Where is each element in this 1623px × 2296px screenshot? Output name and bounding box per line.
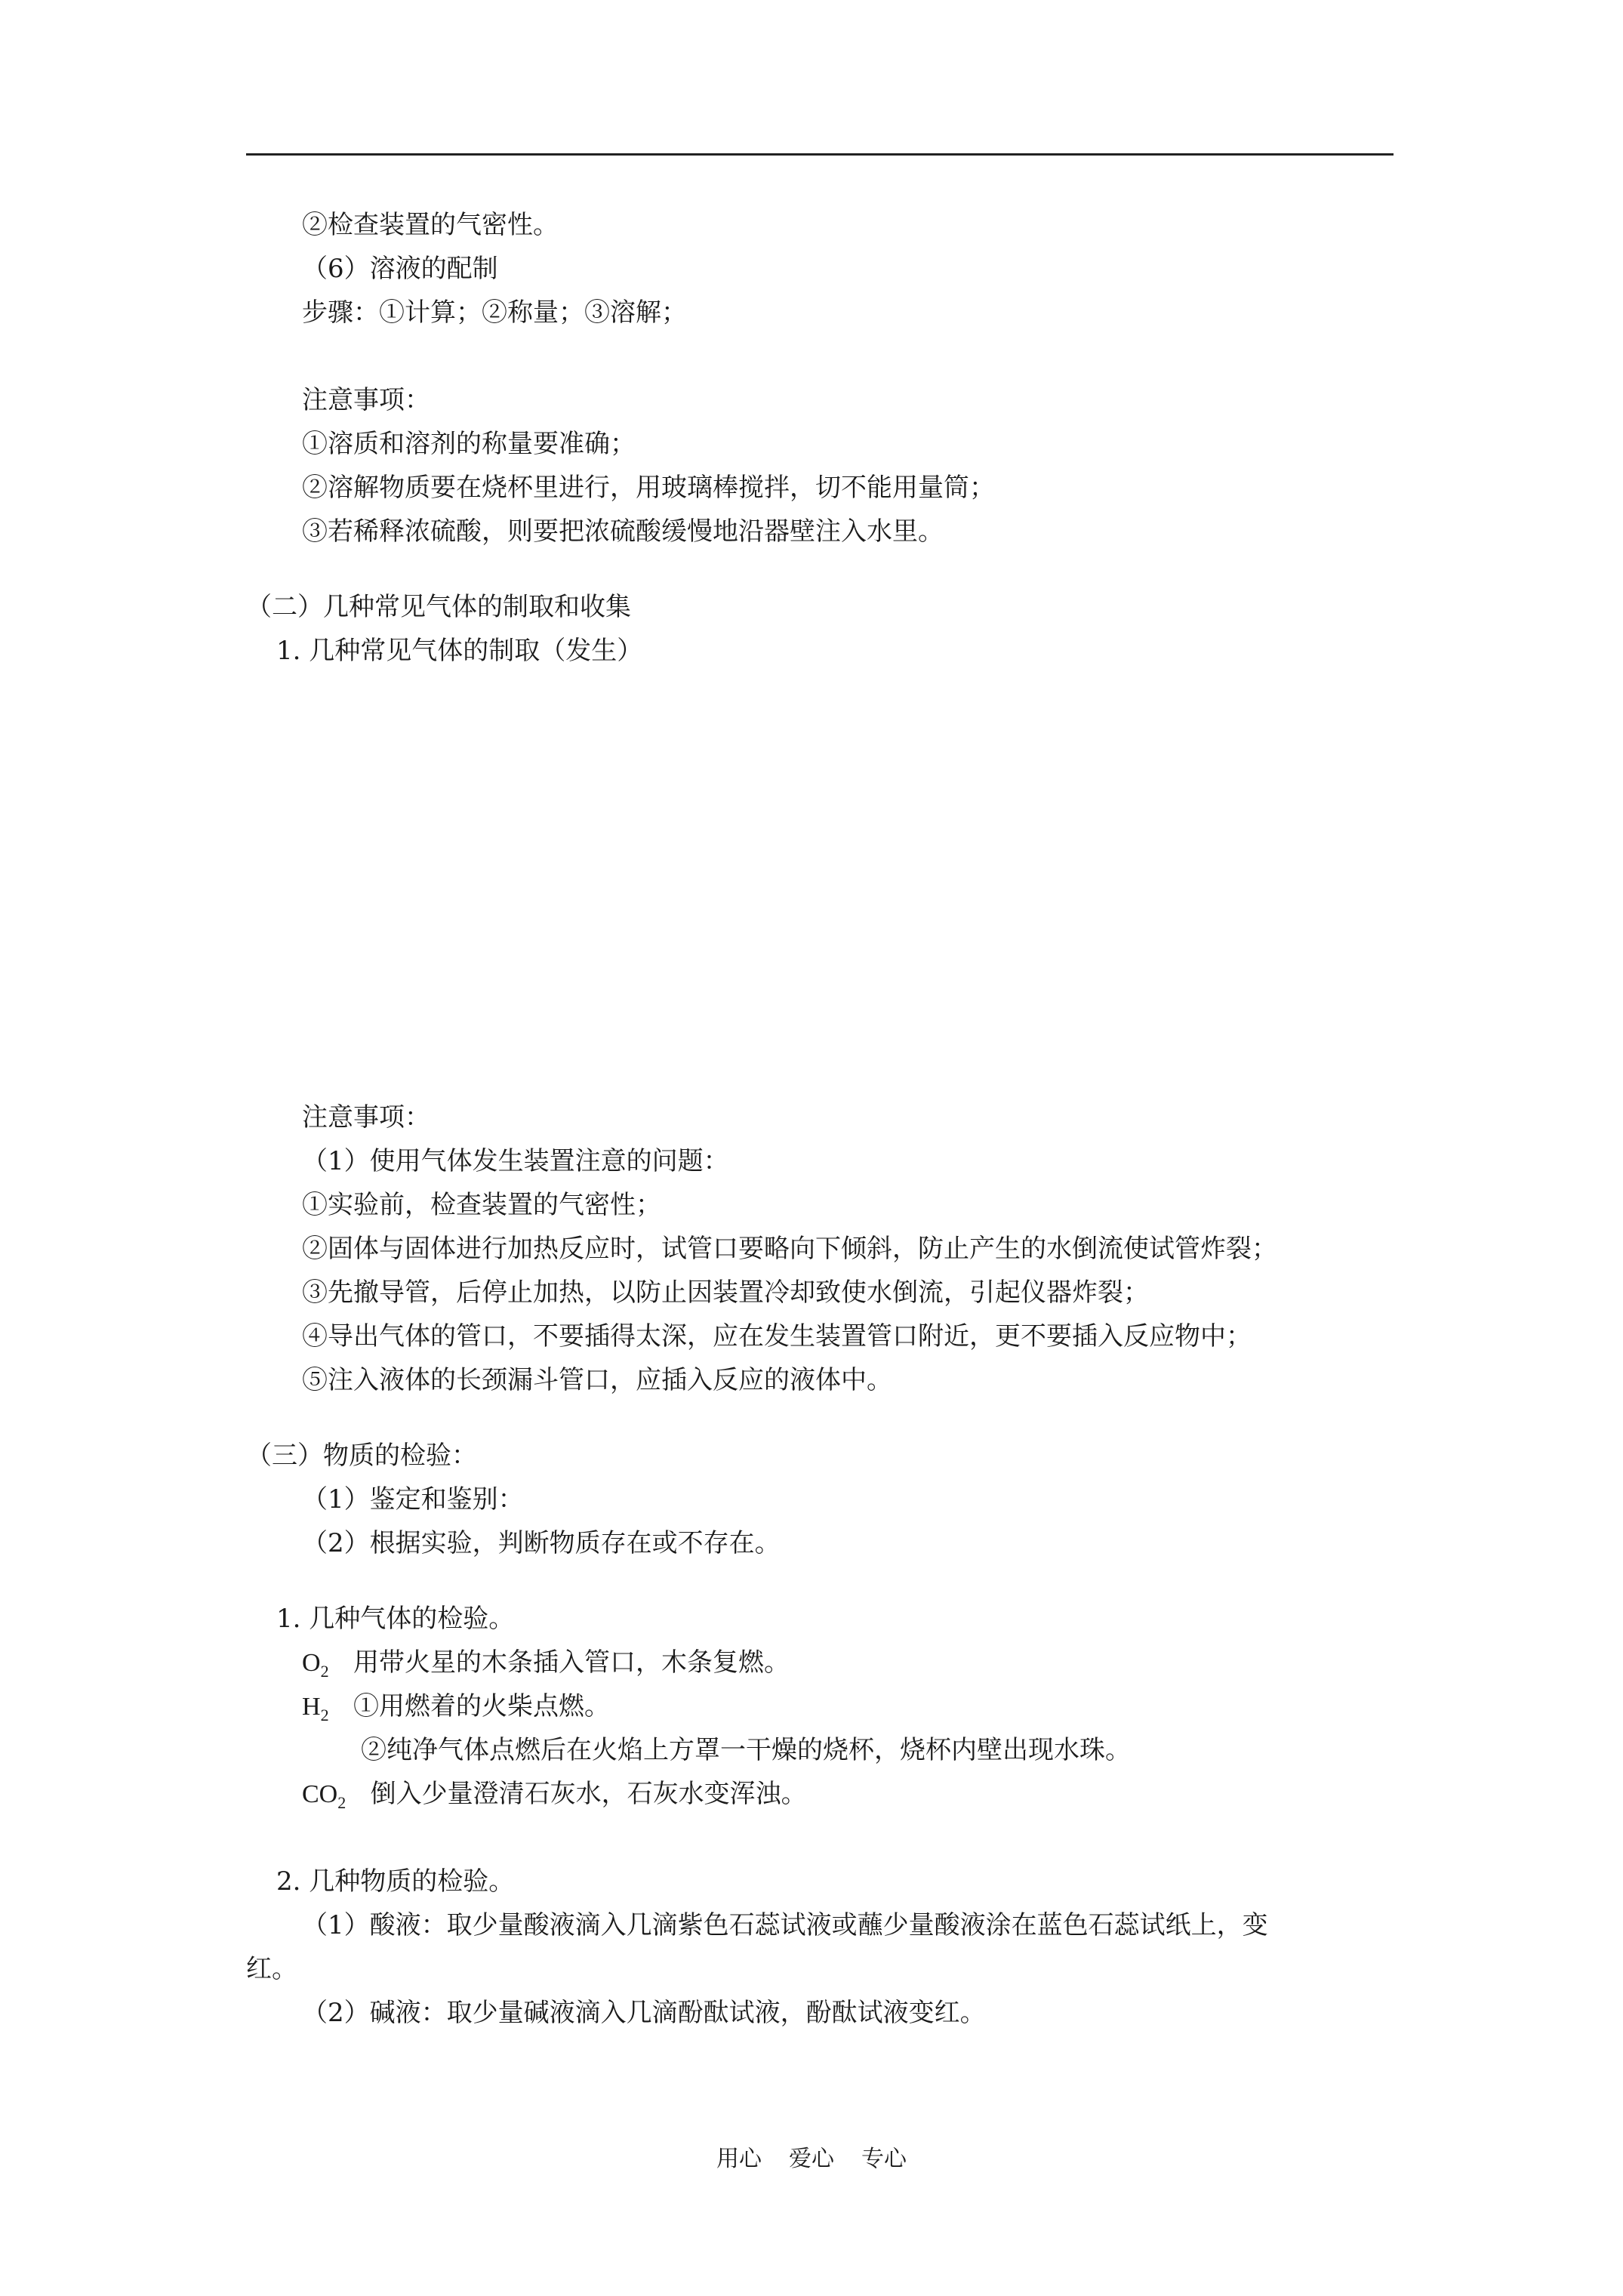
check-airtightness-line: ②检查装置的气密性。: [302, 210, 559, 240]
gas-note-4: ④导出气体的管口，不要插得太深，应在发生装置管口附近，更不要插入反应物中；: [302, 1321, 1252, 1351]
solution-note-3: ③若稀释浓硫酸，则要把浓硫酸缓慢地沿器壁注入水里。: [302, 516, 944, 547]
o2-test-line: [302, 1647, 790, 1681]
co2-formula: $CO_2$: [302, 1780, 346, 1812]
h2-formula: $H_2$: [302, 1693, 329, 1724]
o2-formula: $O_2$: [302, 1649, 329, 1681]
gas-note-1: ①实验前，检查装置的气密性；: [302, 1190, 661, 1220]
gas-note-3: ③先撤导管，后停止加热，以防止因装置冷却致使水倒流，引起仪器炸裂；: [302, 1277, 1149, 1308]
gas-note-2: ②固体与固体进行加热反应时，试管口要略向下倾斜，防止产生的水倒流使试管炸裂；: [302, 1234, 1277, 1264]
solution-prep-heading: （6）溶液的配制: [302, 254, 498, 284]
acid-test-line-2: 红。: [246, 1954, 297, 1984]
gas-production-subheading: 1. 几种常见气体的制取（发生）: [276, 636, 643, 666]
solution-note-2: ②溶解物质要在烧杯里进行，用玻璃棒搅拌，切不能用量筒；: [302, 473, 995, 503]
substance-test-subheading: 2. 几种物质的检验。: [276, 1866, 515, 1897]
gas-notes-heading: 注意事项：: [302, 1102, 430, 1133]
gas-notes-subheading: （1）使用气体发生装置注意的问题：: [302, 1146, 729, 1176]
identification-item-2: （2）根据实验，判断物质存在或不存在。: [302, 1528, 781, 1558]
gas-note-5: ⑤注入液体的长颈漏斗管口，应插入反应的液体中。: [302, 1365, 892, 1395]
base-test-line: （2）碱液：取少量碱液滴入几滴酚酞试液，酚酞试液变红。: [302, 1998, 986, 2028]
solution-note-1: ①溶质和溶剂的称量要准确；: [302, 429, 636, 459]
header-rule: [246, 153, 1394, 156]
o2-test-text: 用带火星的木条插入管口，木条复燃。: [353, 1647, 790, 1678]
co2-test-line: [302, 1779, 807, 1812]
co2-test-text: 倒入少量澄清石灰水，石灰水变浑浊。: [370, 1779, 807, 1809]
identification-item-1: （1）鉴定和鉴别：: [302, 1484, 524, 1515]
footer-word-1: 用心: [716, 2146, 762, 2172]
footer-word-3: 专心: [861, 2146, 907, 2172]
footer-word-2: 爱心: [789, 2146, 834, 2172]
solution-notes-heading: 注意事项：: [302, 385, 430, 415]
gas-test-subheading: 1. 几种气体的检验。: [276, 1604, 515, 1634]
h2-test-line: [302, 1691, 610, 1724]
part-2-heading: （二）几种常见气体的制取和收集: [246, 592, 631, 622]
acid-test-line-1: （1）酸液：取少量酸液滴入几滴紫色石蕊试液或蘸少量酸液涂在蓝色石蕊试纸上，变: [302, 1910, 1268, 1940]
h2-test-text: ①用燃着的火柴点燃。: [353, 1691, 610, 1721]
page-footer: [0, 2146, 1623, 2173]
h2-test-text-2: ②纯净气体点燃后在火焰上方罩一干燥的烧杯，烧杯内壁出现水珠。: [361, 1735, 1131, 1765]
part-3-heading: （三）物质的检验：: [246, 1441, 477, 1471]
solution-prep-steps: 步骤：①计算；②称量；③溶解；: [302, 297, 687, 328]
